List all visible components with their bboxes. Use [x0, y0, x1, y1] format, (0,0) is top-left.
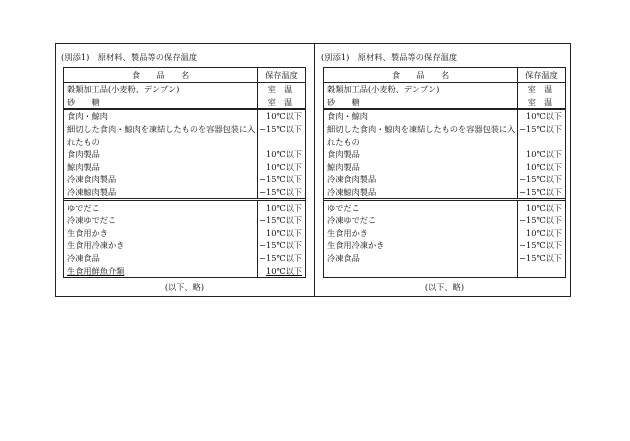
table-row-name: 生食用冷凍かき — [327, 240, 385, 251]
table-row-temp: 10℃以下 — [266, 149, 302, 160]
table-row-name: 冷凍ゆでだこ — [67, 215, 117, 226]
table-row-temp: 10℃以下 — [526, 161, 562, 172]
table-row-name: れたもの — [67, 136, 100, 147]
table-row-temp: −15℃以下 — [519, 186, 562, 197]
table-row-temp — [518, 135, 565, 148]
table-row-temp: 10℃以下 — [526, 227, 562, 238]
header-storage-temp: 保存温度 — [525, 69, 558, 80]
table-row-temp: 室 温 — [267, 96, 293, 107]
table-row-temp: −15℃以下 — [259, 215, 302, 226]
table-row-name: 冷凍食肉製品 — [327, 174, 377, 185]
table-row-name: ゆでだこ — [67, 202, 100, 213]
table-row-name: ゆでだこ — [327, 202, 360, 213]
table-row-name: 冷凍食肉製品 — [67, 174, 117, 185]
table-row-temp — [258, 135, 305, 148]
table-header — [324, 68, 565, 83]
table-header — [64, 68, 305, 83]
table-row-name: 細切した食肉・鯨肉を凍結したものを容器包装に入 — [67, 123, 256, 134]
header-food-name: 食 品 名 — [64, 68, 258, 82]
table-row-name: 鯨肉製品 — [327, 161, 360, 172]
table-group-room-temp — [64, 83, 305, 109]
table-row-name: 冷凍ゆでだこ — [327, 215, 377, 226]
table-row-temp: 10℃以下 — [266, 161, 302, 172]
table-row-temp: 10℃以下 — [266, 111, 302, 122]
table-row-temp: −15℃以下 — [519, 240, 562, 251]
omission-note: (以下、略) — [164, 282, 205, 292]
table-row-temp: 10℃以下 — [526, 202, 562, 213]
panel-caption: (別添1) 原材料、製品等の保存温度 — [321, 52, 458, 62]
table-row-name: 鯨肉製品 — [67, 161, 100, 172]
table-row-temp-added: 10℃以下 — [266, 265, 302, 276]
table-row-temp: −15℃以下 — [519, 215, 562, 226]
table-group-seafood — [64, 198, 305, 277]
table-row-temp: 10℃以下 — [266, 202, 302, 213]
table-row-name: 冷凍鯨肉製品 — [67, 186, 117, 197]
table-row-name: 食肉・鯨肉 — [67, 111, 108, 122]
table-group-room-temp — [324, 83, 565, 109]
omission-note: (以下、略) — [424, 282, 465, 292]
table-row-temp: −15℃以下 — [259, 240, 302, 251]
table-group-meat — [324, 109, 565, 198]
storage-temperature-table — [323, 67, 566, 278]
table-row-name: 冷凍食品 — [67, 252, 100, 263]
table-row-temp: 10℃以下 — [526, 149, 562, 160]
table-row-name-added: 生食用鮮魚介類 — [67, 265, 125, 276]
table-row-temp: 室 温 — [527, 84, 553, 95]
table-row-temp: −15℃以下 — [519, 174, 562, 185]
table-row-temp: 室 温 — [527, 96, 553, 107]
table-row-temp: −15℃以下 — [519, 252, 562, 263]
table-row-name: 穀類加工品(小麦粉、デンプン) — [327, 84, 440, 95]
table-row-temp: −15℃以下 — [259, 174, 302, 185]
table-row-name: 細切した食肉・鯨肉を凍結したものを容器包装に入 — [327, 123, 516, 134]
table-row-name: 食肉製品 — [327, 149, 360, 160]
table-group-meat — [64, 109, 305, 198]
table-row-name: 穀類加工品(小麦粉、デンプン) — [67, 84, 180, 95]
table-row-name: れたもの — [327, 136, 360, 147]
table-row-name: 生食用かき — [67, 227, 108, 238]
storage-temperature-table — [63, 67, 306, 278]
table-row-empty — [324, 264, 517, 277]
table-row-temp: −15℃以下 — [259, 123, 302, 134]
table-row-temp: −15℃以下 — [259, 186, 302, 197]
header-food-name: 食 品 名 — [324, 68, 518, 82]
table-row-temp: 10℃以下 — [266, 227, 302, 238]
table-row-name: 冷凍鯨肉製品 — [327, 186, 377, 197]
panel-caption: (別添1) 原材料、製品等の保存温度 — [61, 52, 198, 62]
panel-divider — [314, 43, 315, 297]
table-row-name: 生食用冷凍かき — [67, 240, 125, 251]
table-group-seafood — [324, 198, 565, 277]
table-row-empty — [518, 264, 565, 277]
table-row-name: 砂 糖 — [327, 96, 360, 107]
table-row-name: 生食用かき — [327, 227, 368, 238]
table-row-name: 食肉・鯨肉 — [327, 111, 368, 122]
table-row-name: 食肉製品 — [67, 149, 100, 160]
table-row-name: 砂 糖 — [67, 96, 100, 107]
table-row-temp: 室 温 — [267, 84, 293, 95]
header-storage-temp: 保存温度 — [265, 69, 298, 80]
table-row-temp: −15℃以下 — [259, 252, 302, 263]
table-row-name: 冷凍食品 — [327, 252, 360, 263]
table-row-temp: 10℃以下 — [526, 111, 562, 122]
table-row-temp: −15℃以下 — [519, 123, 562, 134]
